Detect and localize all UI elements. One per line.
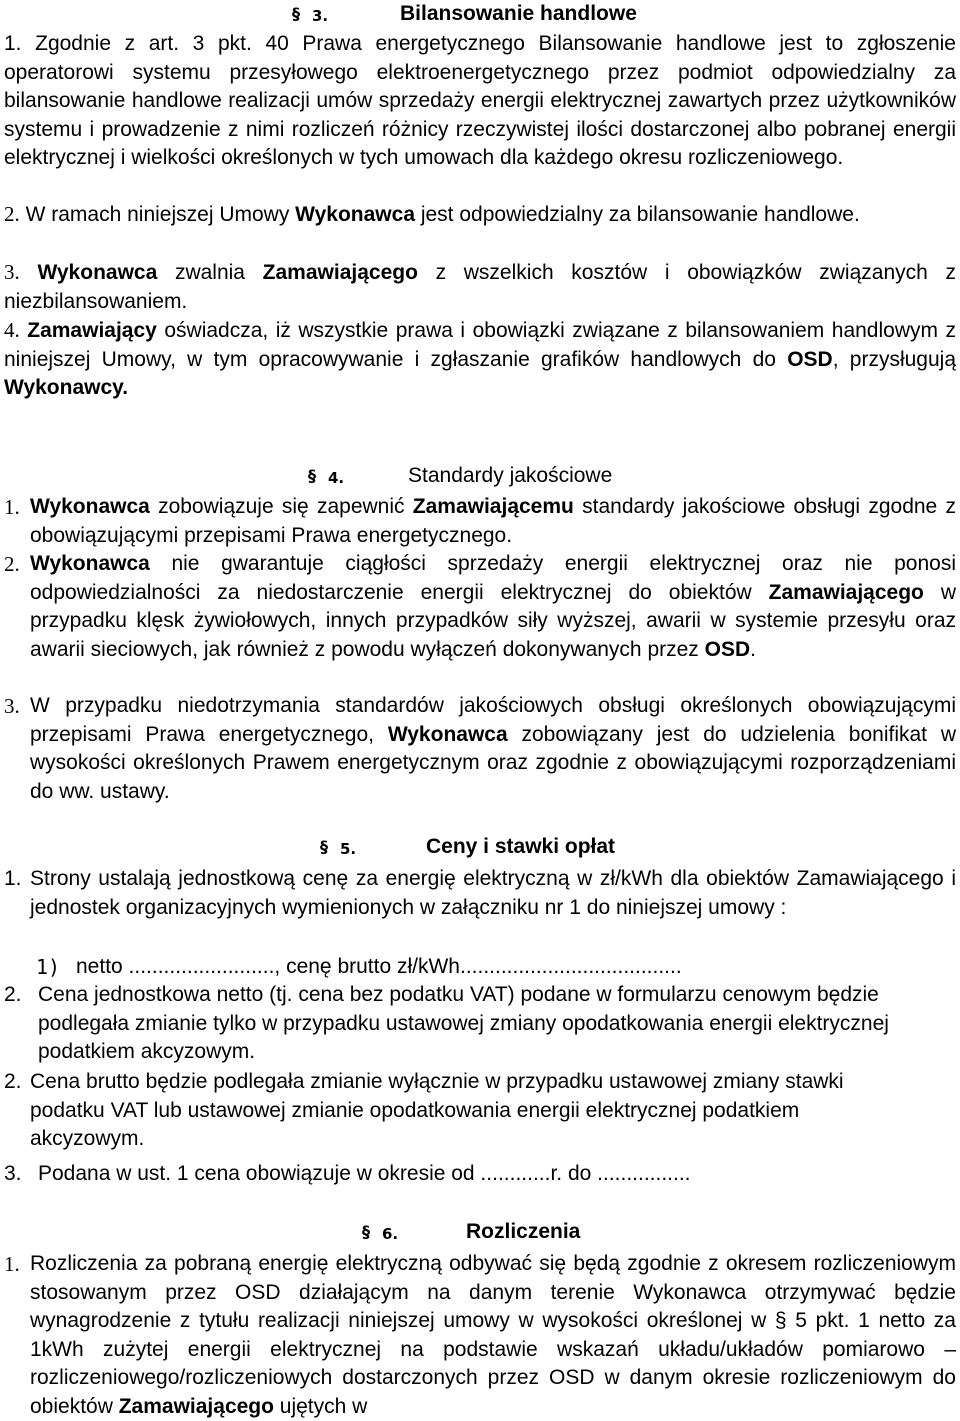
- section-4-heading: [308, 462, 728, 490]
- item-text: zobowiązany jest do udzielenia bonifikat w wysokości określonych Prawem energetycznym oraz zgodnie z obowiązującymi rozporządzeniami do ww. ustawy.: [30, 722, 956, 803]
- item-text: nie gwarantuje ciągłości sprzedaży energii elektrycznej oraz nie ponosi odpowiedzialności za niedostarczenie energii elektrycznej do obiektów: [30, 552, 956, 604]
- zamawiajacy-term: Zamawiający: [27, 319, 157, 342]
- item-text: standardy jakościowe obsługi zgodne z obowiązującymi przepisami Prawa energetycznego.: [30, 495, 956, 547]
- item-text: jest odpowiedzialny za bilansowanie handlowe.: [415, 203, 860, 226]
- section-title: Ceny i stawki opłat: [426, 835, 616, 858]
- item-text: Cena jednostkowa netto (tj. cena bez podatku VAT) podane w formularzu cenowym będzie podlegała zmianie tylko w przypadku ustawowej zmiany opodatkowania energii elektrycznej podatkiem akcyzowym.: [38, 983, 889, 1063]
- zamawiajacy-term: Zamawiającemu: [412, 495, 574, 518]
- section-3-item-4: [4, 316, 956, 403]
- item-number: 2.: [4, 983, 22, 1006]
- wykonawca-term: Wykonawca: [30, 552, 150, 575]
- section-6-heading: [362, 1218, 782, 1246]
- zamawiajacy-term: Zamawiającego: [768, 580, 924, 604]
- wykonawca-term: Wykonawcy.: [4, 376, 129, 399]
- osd-term: OSD: [704, 637, 751, 661]
- section-3-item-2: [4, 200, 956, 230]
- item-number: 1.: [4, 495, 20, 519]
- item-text: zobowiązuje się zapewnić: [149, 495, 413, 518]
- item-text: .: [750, 637, 756, 661]
- item-text: zwalnia: [157, 261, 263, 284]
- section-number: 6.: [382, 1225, 399, 1243]
- item-number: 1): [36, 955, 61, 979]
- section-number: 3.: [312, 7, 329, 25]
- item-text: ujętych w: [273, 1394, 368, 1418]
- wykonawca-term: Wykonawca: [30, 495, 150, 518]
- item-text: z wszelkich kosztów i obowiązków związanych z niezbilansowaniem.: [4, 261, 956, 313]
- osd-term: OSD: [787, 347, 833, 371]
- section-3-item-1: [4, 30, 956, 173]
- section-sign: §: [362, 1222, 370, 1241]
- item-number: 3.: [4, 1162, 22, 1185]
- item-number: 3.: [4, 694, 20, 718]
- section-3-heading: [292, 0, 712, 28]
- item-text: Podana w ust. 1 cena obowiązuje w okresie od ............r. do ................: [38, 1162, 691, 1185]
- section-title: Standardy jakościowe: [408, 464, 613, 487]
- section-title: Bilansowanie handlowe: [400, 2, 637, 25]
- item-text: w przypadku klęsk żywiołowych, innych przypadków siły wyższej, awarii w systemie przesyłu oraz awarii sieciowych, jak również z powodu wyłączeń dokonywanych przez: [30, 580, 957, 661]
- item-text: Strony ustalają jednostkową cenę za energię elektryczną w zł/kWh dla obiektów Zamawiającego i jednostek organizacyjnych wymienionych w załączniku nr 1 do niniejszej umowy :: [30, 867, 956, 919]
- section-3-item-3: [4, 258, 956, 316]
- item-text: , przysługują: [832, 347, 957, 371]
- item-number: 2.: [4, 202, 20, 226]
- item-number: 1.: [4, 32, 22, 55]
- section-sign: §: [292, 4, 300, 23]
- section-number: 5.: [340, 840, 357, 858]
- zamawiajacy-term: Zamawiającego: [118, 1394, 274, 1418]
- zamawiajacy-term: Zamawiającego: [262, 261, 418, 284]
- item-number: 1.: [4, 1252, 20, 1276]
- item-number: 3.: [4, 260, 20, 284]
- item-text: W ramach niniejszej Umowy: [25, 203, 296, 226]
- section-number: 4.: [328, 469, 345, 487]
- item-number: 2.: [4, 552, 20, 576]
- item-text: Zgodnie z art. 3 pkt. 40 Prawa energetycznego Bilansowanie handlowe jest to zgłoszenie operatorowi systemu przesyłowego elektroenergetycznego przez podmiot odpowiedzialny za bilansowanie handlowe realizacji umów sprzedaży energii elektrycznej zawartych przez użytkowników systemu i prowadzenie z nimi rozliczeń różnicy rzeczywistej ilości dostarczonej albo pobranej energii elektrycznej i wielkości określonych w tych umowach dla każdego okresu rozliczeniowego.: [4, 32, 956, 169]
- item-text: netto ........................., cenę brutto zł/kWh......................................: [76, 955, 682, 978]
- item-number: 2.: [4, 1070, 22, 1093]
- item-number: 4.: [4, 318, 20, 342]
- section-sign: §: [308, 466, 316, 485]
- section-sign: §: [320, 837, 328, 856]
- item-text: oświadcza, iż wszystkie prawa i obowiązki związane z bilansowaniem handlowym z niniejszej Umowy, w tym opracowywanie i zgłaszanie grafików handlowych do: [4, 319, 956, 371]
- item-text: Rozliczenia za pobraną energię elektryczną odbywać się będą zgodnie z okresem rozliczeniowym stosowanym przez OSD działającym na danym terenie Wykonawca otrzymywać będzie wynagrodzenie z tytułu realizacji niniejszej umowy w wysokości określonej w § 5 pkt. 1 netto za 1kWh zużytej energii elektrycznej na podstawie wskazań układu/układów pomiarowo – rozliczeniowego/rozliczeniowych dostarczonych przez OSD w danym okresie rozliczeniowym do obiektów: [30, 1252, 956, 1418]
- section-title: Rozliczenia: [466, 1220, 581, 1243]
- wykonawca-term: Wykonawca: [295, 203, 415, 226]
- item-text: Cena brutto będzie podlegała zmianie wyłącznie w przypadku ustawowej zmiany stawki podatku VAT lub ustawowej zmianie opodatkowania energii elektrycznej podatkiem akcyzowym.: [30, 1070, 844, 1150]
- wykonawca-term: Wykonawca: [387, 722, 508, 746]
- section-5-heading: [320, 833, 740, 861]
- item-number: 1.: [4, 867, 22, 890]
- wykonawca-term: Wykonawca: [37, 261, 158, 284]
- item-text: W przypadku niedotrzymania standardów jakościowych obsługi określonych obowiązującymi przepisami Prawa energetycznego,: [30, 694, 956, 746]
